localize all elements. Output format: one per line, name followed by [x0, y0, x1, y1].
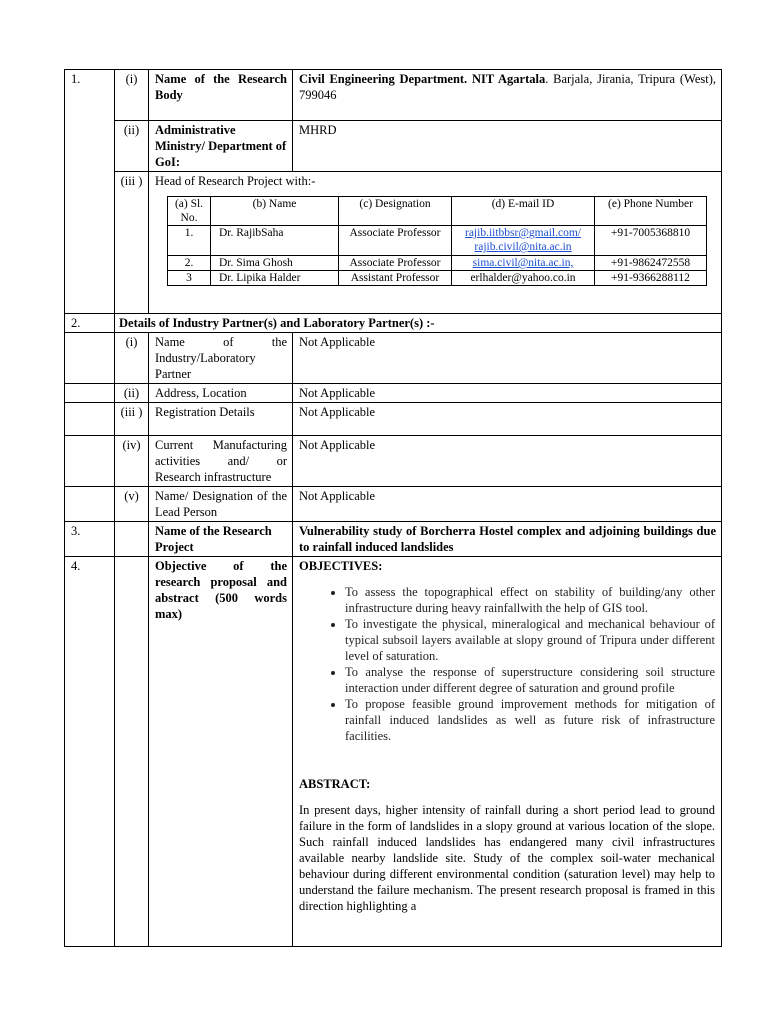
email-link[interactable]: sima.civil@nita.ac.in,: [472, 257, 574, 269]
field-label: Name/ Designation of the Lead Person: [149, 487, 293, 522]
item-roman: (iii ): [115, 403, 149, 436]
field-label: Current Manufacturing activities and/ or Research infrastructure: [149, 436, 293, 487]
column-header: (a) Sl. No.: [168, 197, 211, 226]
list-item: • To investigate the physical, mineralogical and mechanical behaviour of typical subsoil layers available at slopy ground of Tripura under different level of saturation.: [345, 616, 715, 664]
column-header: (c) Designation: [339, 197, 452, 226]
item-roman: (iv): [115, 436, 149, 487]
column-header: (d) E-mail ID: [452, 197, 595, 226]
list-item: • To analyse the response of superstructure considering soil structure interaction under different degree of saturation and ground profile: [345, 664, 715, 696]
research-body-address: . Barjala, Jirania, Tripura (West), 799046: [299, 72, 716, 102]
row-partner-heading: [65, 314, 722, 333]
field-value: Not Applicable: [293, 403, 722, 436]
field-label: Objective of the research proposal and abstract (500 words max): [149, 557, 293, 947]
column-header: (b) Name: [211, 197, 339, 226]
field-label: Name of the Research Project: [149, 522, 293, 557]
empty-cell: [65, 436, 115, 487]
section-heading: Details of Industry Partner(s) and Laboratory Partner(s) :-: [115, 314, 722, 333]
row-partner-lead: [65, 487, 722, 522]
field-label: Administrative Ministry/ Department of GoI:: [149, 121, 293, 172]
sl-no: 2.: [168, 256, 211, 271]
person-name: Dr. RajibSaha: [211, 226, 339, 256]
field-label: Name of the Industry/Laboratory Partner: [149, 333, 293, 384]
sl-no: 3: [168, 271, 211, 286]
table-header-row: [168, 197, 707, 226]
abstract-text: In present days, higher intensity of rainfall during a short period lead to ground failure in the form of landslides in a slopy ground at various location of the slope. Such rainfall induced landslides has endangered many civil infrastructures available nearby landslide site. Study of the complex soil-water mechanical behaviour during different environmental condition (saturation level) may help to understand the failure mechanism. The present research proposal is framed in this direction highlighting a: [299, 803, 715, 913]
row-research-body: [65, 70, 722, 121]
field-value: Not Applicable: [293, 333, 722, 384]
section-number: 4.: [65, 557, 115, 947]
head-of-project-heading: Head of Research Project with:-: [155, 174, 316, 188]
row-objectives: [65, 557, 722, 947]
designation: Associate Professor: [339, 226, 452, 256]
item-roman: (v): [115, 487, 149, 522]
empty-cell: [115, 557, 149, 947]
list-item: • To assess the topographical effect on stability of building/any other infrastructure during heavy rainfallwith the help of GIS tool.: [345, 584, 715, 616]
objectives-cell: [293, 557, 722, 947]
empty-cell: [115, 522, 149, 557]
table-row: [168, 256, 707, 271]
objectives-list: [299, 584, 715, 744]
table-row: [168, 226, 707, 256]
field-label: Registration Details: [149, 403, 293, 436]
list-item: • To propose feasible ground improvement methods for mitigation of rainfall induced landslides as well as future risk of infrastructure facilities.: [345, 696, 715, 744]
section-number: 1.: [65, 70, 115, 314]
email-link[interactable]: rajib.civil@nita.ac.in: [474, 241, 572, 253]
item-roman: (ii): [115, 121, 149, 172]
item-roman: (ii): [115, 384, 149, 403]
empty-cell: [65, 403, 115, 436]
email-cell: [452, 256, 595, 271]
row-partner-address: [65, 384, 722, 403]
email-cell: erlhalder@yahoo.co.in: [452, 271, 595, 286]
item-roman: (iii ): [115, 172, 149, 314]
head-of-project-cell: [149, 172, 722, 314]
empty-cell: [65, 333, 115, 384]
sl-no: 1.: [168, 226, 211, 256]
item-roman: (i): [115, 70, 149, 121]
column-header: (e) Phone Number: [595, 197, 707, 226]
empty-cell: [65, 384, 115, 403]
email-link[interactable]: rajib.iitbbsr@gmail.com/: [465, 227, 581, 239]
ministry-value: MHRD: [293, 121, 722, 172]
row-administrative-ministry: [65, 121, 722, 172]
section-number: 3.: [65, 522, 115, 557]
research-body-name: Civil Engineering Department. NIT Agartala: [299, 72, 546, 86]
empty-cell: [65, 487, 115, 522]
field-label: Name of the Research Body: [149, 70, 293, 121]
field-value: Not Applicable: [293, 487, 722, 522]
row-project-name: [65, 522, 722, 557]
table-row: [168, 271, 707, 286]
item-roman: (i): [115, 333, 149, 384]
person-name: Dr. Sima Ghosh: [211, 256, 339, 271]
phone-number: +91-9366288112: [595, 271, 707, 286]
section-number: 2.: [65, 314, 115, 333]
project-title: Vulnerability study of Borcherra Hostel complex and adjoining buildings due to rainfall induced landslides: [293, 522, 722, 557]
research-body-value: [293, 70, 722, 121]
abstract-heading: ABSTRACT:: [299, 777, 371, 791]
phone-number: +91-7005368810: [595, 226, 707, 256]
application-form-table: [64, 69, 722, 947]
person-name: Dr. Lipika Halder: [211, 271, 339, 286]
row-partner-registration: [65, 403, 722, 436]
field-value: Not Applicable: [293, 384, 722, 403]
row-head-of-project: [65, 172, 722, 314]
designation: Associate Professor: [339, 256, 452, 271]
head-of-project-table: [167, 196, 707, 286]
designation: Assistant Professor: [339, 271, 452, 286]
row-partner-name: [65, 333, 722, 384]
field-value: Not Applicable: [293, 436, 722, 487]
objectives-heading: OBJECTIVES:: [299, 559, 383, 573]
field-label: Address, Location: [149, 384, 293, 403]
row-partner-activities: [65, 436, 722, 487]
phone-number: +91-9862472558: [595, 256, 707, 271]
email-cell: [452, 226, 595, 256]
